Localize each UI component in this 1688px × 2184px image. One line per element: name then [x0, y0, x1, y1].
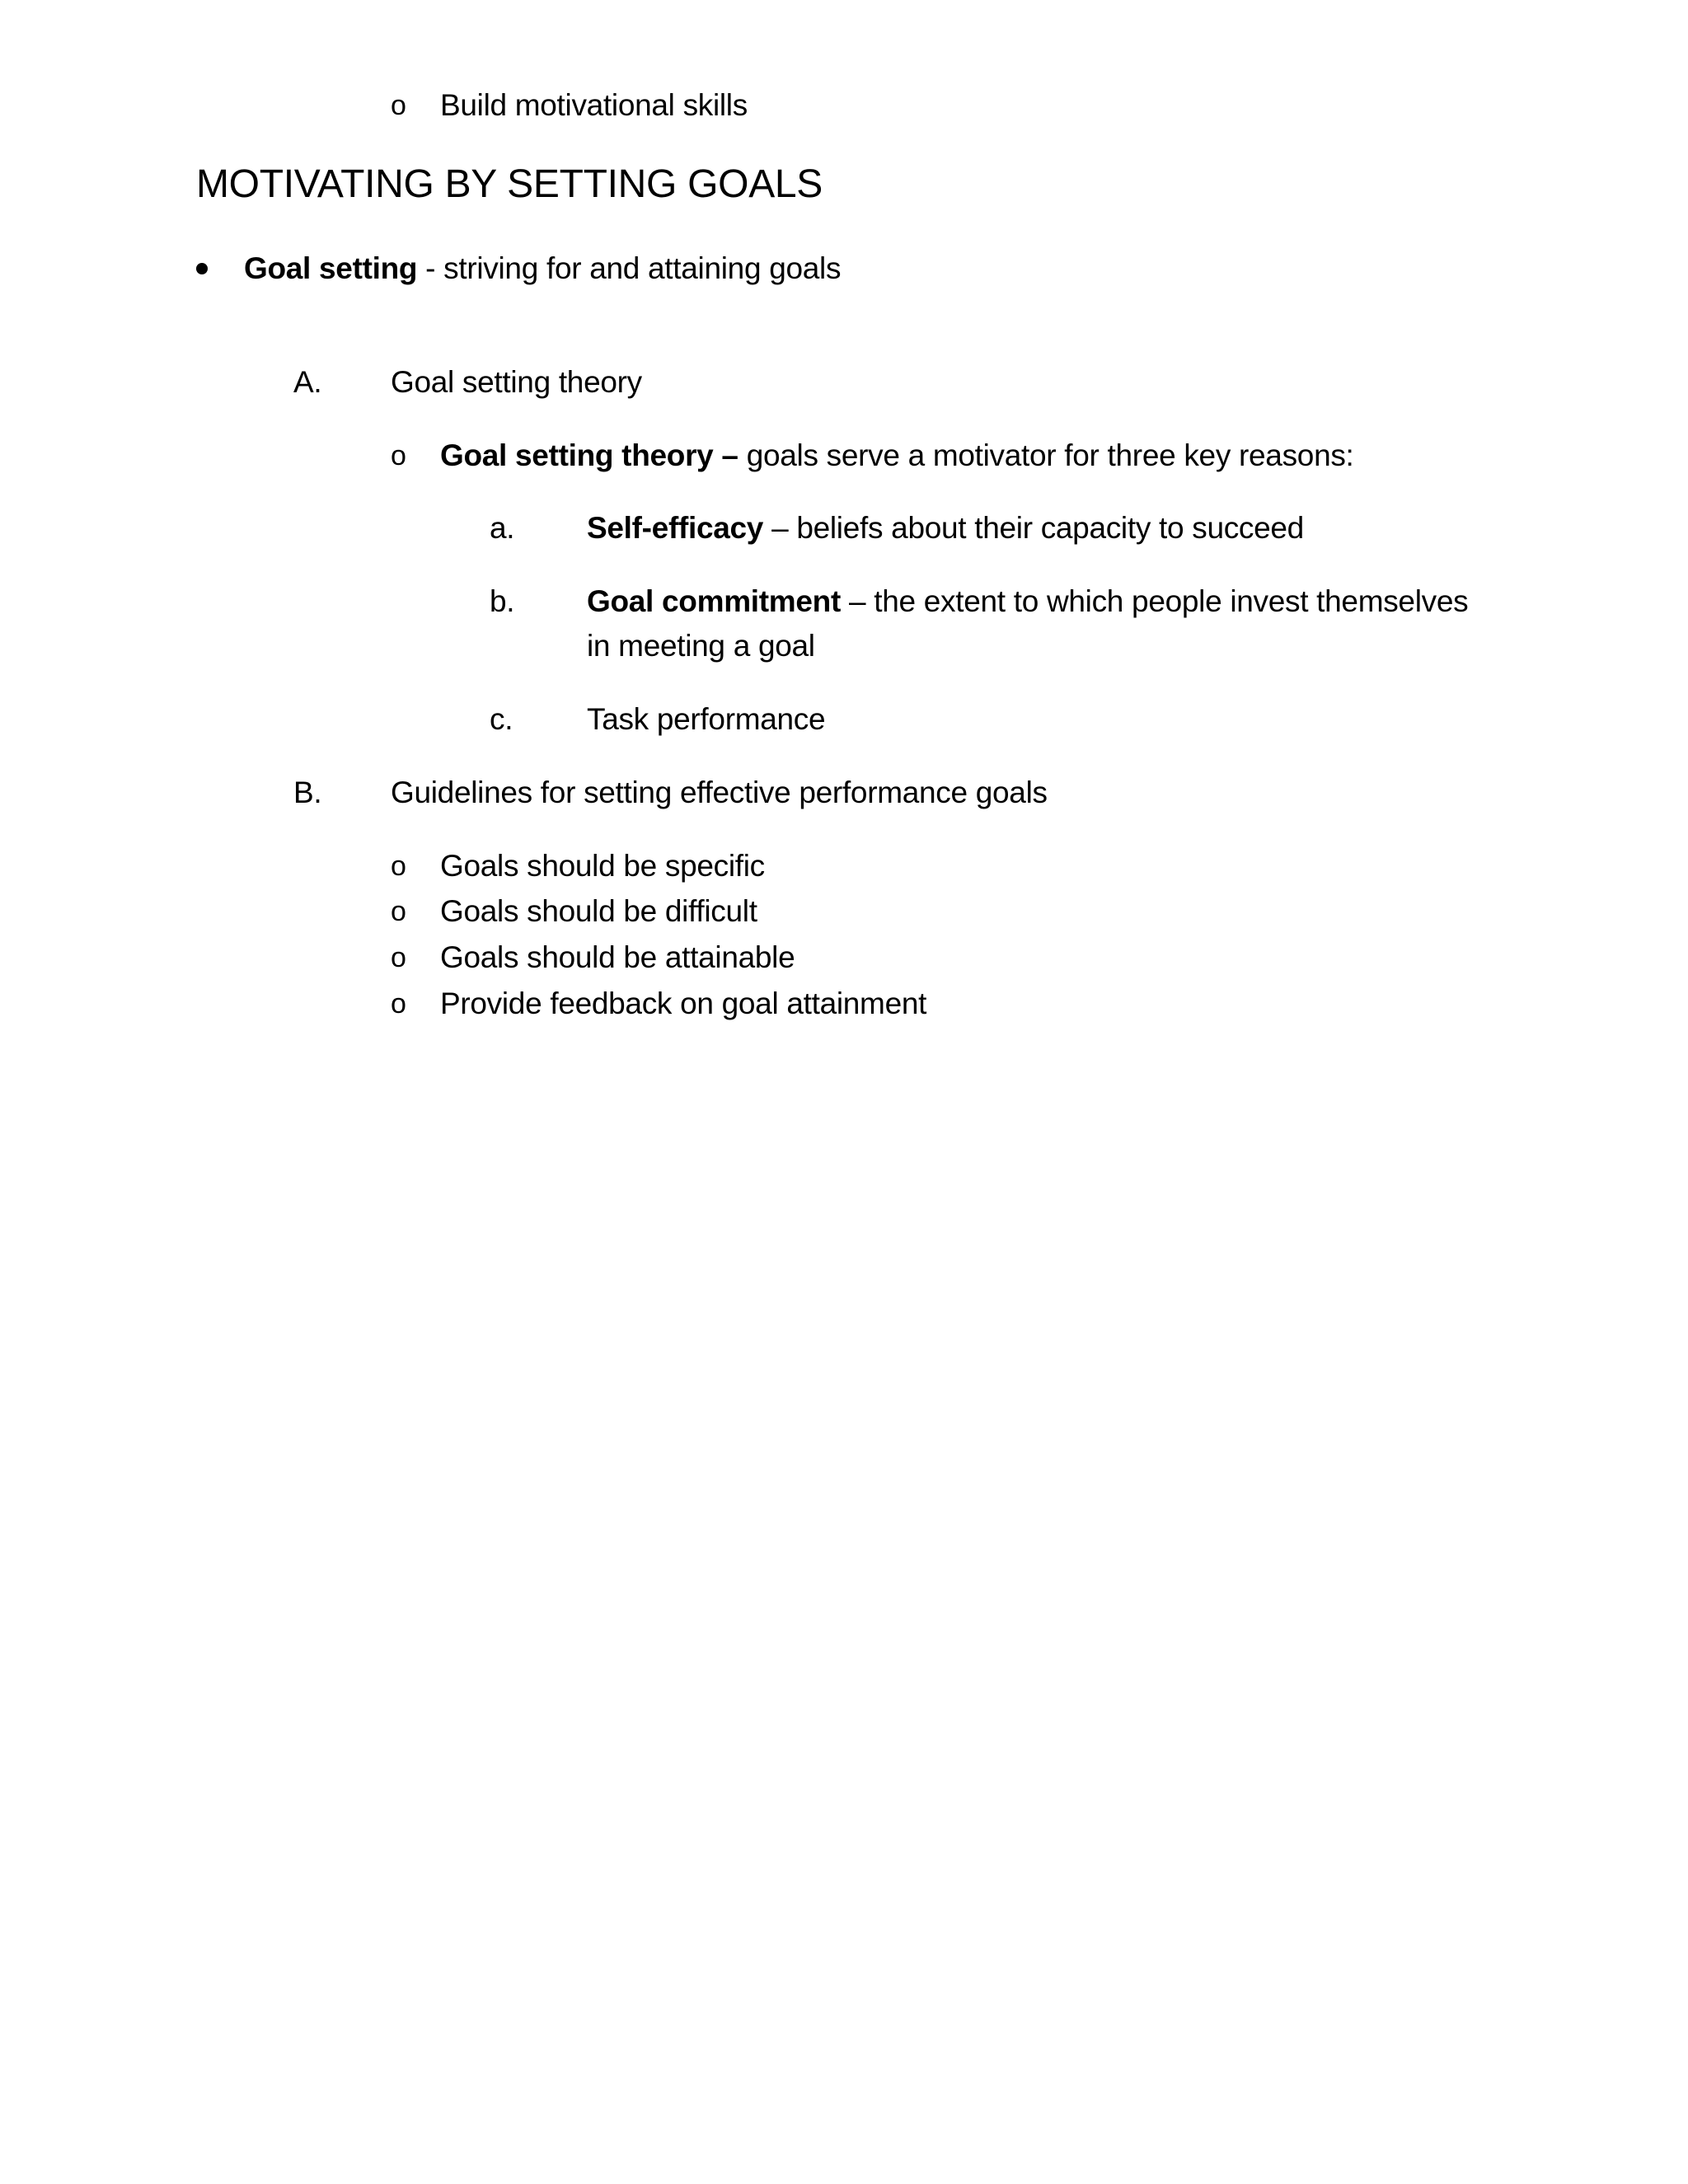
circle-bullet-icon: o	[391, 440, 406, 471]
outline-title-a: Goal setting theory	[391, 365, 642, 399]
item-marker-a: a.	[490, 511, 515, 545]
bullet-dot-icon	[196, 263, 208, 274]
outline-marker-a: A.	[293, 365, 322, 399]
section-heading: MOTIVATING BY SETTING GOALS	[196, 162, 823, 206]
item-term: Goal commitment	[587, 584, 841, 618]
item-description: Task performance	[587, 702, 826, 736]
outline-marker-b: B.	[293, 776, 322, 809]
item-description: – the extent to which people invest themselves	[841, 584, 1469, 618]
outline-title-b: Guidelines for setting effective performance goals	[391, 776, 1048, 809]
definition-description: - striving for and attaining goals	[417, 251, 842, 285]
item-description: – beliefs about their capacity to succeed	[763, 511, 1304, 545]
item-term: Self-efficacy	[587, 511, 764, 545]
list-item: Provide feedback on goal attainment	[440, 987, 927, 1020]
circle-bullet-icon: o	[391, 896, 406, 927]
theory-description: goals serve a motivator for three key reasons:	[738, 438, 1354, 472]
circle-bullet-icon: o	[391, 942, 406, 973]
list-item: Build motivational skills	[440, 88, 748, 122]
circle-bullet-icon: o	[391, 851, 406, 882]
list-item	[587, 582, 1468, 621]
list-item	[587, 509, 1304, 548]
theory-term: Goal setting theory –	[440, 438, 738, 472]
item-marker-c: c.	[490, 702, 513, 736]
circle-bullet-icon: o	[391, 90, 406, 121]
list-item	[587, 700, 825, 739]
circle-bullet-icon: o	[391, 988, 406, 1019]
list-item: Goals should be difficult	[440, 894, 757, 928]
item-continuation: in meeting a goal	[587, 629, 815, 663]
item-marker-b: b.	[490, 584, 515, 618]
definition-term: Goal setting	[244, 251, 418, 285]
theory-definition-line	[440, 436, 1354, 476]
list-item: Goals should be attainable	[440, 940, 795, 974]
definition-line	[244, 249, 841, 288]
list-item: Goals should be specific	[440, 849, 765, 883]
